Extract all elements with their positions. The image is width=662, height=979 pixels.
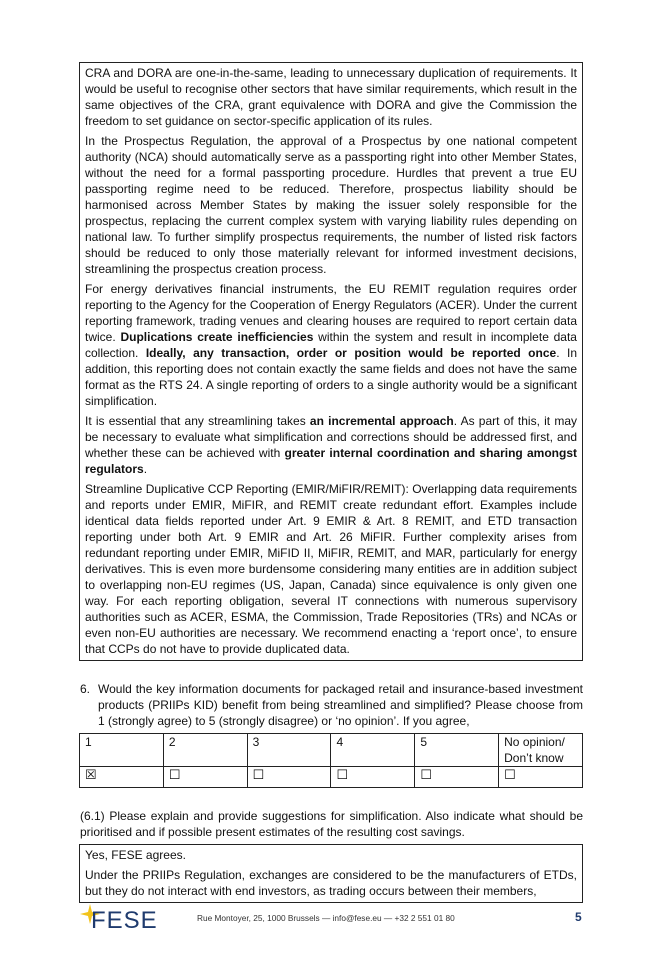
- footer: [0, 903, 662, 979]
- question-number: 6.: [80, 682, 91, 696]
- text: . In addition, this reporting does not contain exactly the same fields and does not have the same format as the RTS 24. A single reporting of orders to a single authority would be a significant simplification.: [85, 346, 577, 408]
- checkbox-5[interactable]: ☐: [415, 767, 499, 788]
- text: For energy derivatives financial instruments, the EU REMIT regulation requires order reporting to the Agency for the Cooperation of Energy Regulators (ACER). Under the current reporting framework, trading venues and clearing houses are required to report certain data twice.: [85, 282, 577, 344]
- question-6-1: (6.1) Please explain and provide suggestions for simplification. Also indicate what should be prioritised and if possible present estimates of the resulting cost savings.: [80, 809, 583, 839]
- paragraph-remit: [85, 281, 577, 409]
- logo-text: FESE: [91, 907, 158, 934]
- text: . As part of this, it may be necessary to evaluate what simplification and corrections should be addressed first, and whether these can be achieved with: [85, 414, 577, 460]
- checkbox-2[interactable]: ☐: [163, 767, 247, 788]
- option-label: 2: [163, 734, 247, 767]
- question-text: Would the key information documents for packaged retail and insurance-based investment products (PRIIPs KID) benefit from being streamlined and simplified? Please choose from 1 (strongly agree) to 5 (strongly disagree) or ‘no opinion’. If you agree,: [98, 682, 583, 728]
- checkbox-3[interactable]: ☐: [247, 767, 331, 788]
- checkbox-1[interactable]: ☒: [80, 767, 164, 788]
- bold-text: Duplications create inefficiencies: [120, 330, 314, 344]
- option-label: 4: [331, 734, 415, 767]
- bold-text: an incremental approach: [309, 414, 454, 428]
- paragraph-prospectus: In the Prospectus Regulation, the approval of a Prospectus by one national competent authority (NCA) should automatically serve as a passporting right into other Member States, without the need for a formal passporting procedure. Hurdles that prevent a true EU passporting regime need to be reduced. Therefore, prospectus liability should be harmonised across Member States by making the issuer solely responsible for the prospectus, replacing the current complex system with varying liability rules depending on national law. To further simplify prospectus requirements, the number of listed risk factors should be reduced to only those materially relevant for informed investment decisions, streamlining the prospectus creation process.: [85, 134, 577, 276]
- footer-address: Rue Montoyer, 25, 1000 Brussels — info@fese.eu — +32 2 551 01 80: [197, 913, 455, 923]
- answer-text: Yes, FESE agrees.: [85, 848, 186, 862]
- option-label: No opinion/ Don’t know: [499, 734, 583, 767]
- option-label: 1: [80, 734, 164, 767]
- paragraph-cra-dora: CRA and DORA are one-in-the-same, leading to unnecessary duplication of requirements. It would be useful to recognise other sectors that have similar requirements, which result in the same objectives of the CRA, grant equivalence with DORA and give the Commission the freedom to set guidance on sector-specific application of its rules.: [85, 66, 577, 128]
- fese-logo: [79, 903, 161, 935]
- answer-box-6-1: [79, 844, 583, 903]
- text: .: [143, 462, 148, 476]
- checkbox-4[interactable]: ☐: [331, 767, 415, 788]
- text: It is essential that any streamlining takes: [85, 414, 310, 428]
- answer-box-5: [79, 62, 583, 661]
- option-label: 3: [247, 734, 331, 767]
- page-number: 5: [575, 910, 582, 924]
- question-6: [80, 681, 583, 729]
- checkbox-no-opinion[interactable]: ☐: [499, 767, 583, 788]
- answer-text: Under the PRIIPs Regulation, exchanges are considered to be the manufacturers of ETDs, but they do not interact with end investors, as trading occurs between their members,: [85, 868, 577, 898]
- bold-text: Ideally, any transaction, order or position would be reported once: [145, 346, 557, 360]
- bold-text: greater internal coordination and sharing amongst regulators: [85, 446, 577, 476]
- option-label: 5: [415, 734, 499, 767]
- paragraph-ccp-reporting: Streamline Duplicative CCP Reporting (EMIR/MiFIR/REMIT): Overlapping data requirements and reports under EMIR, MiFIR, and REMIT create redundant effort. Examples include identical data fields reported under Art. 9 EMIR & Art. 8 REMIT, and ETD transaction reporting under both Art. 9 EMIR and Art. 26 MiFIR. Further complexity arises from redundant reporting under EMIR, MiFID II, MiFIR, REMIT, and MAR, particularly for energy derivatives. This is even more burdensome considering many entities are in addition subject to overlapping non-EU regimes (US, Japan, Canada) since equivalence is only given one way. For each reporting obligation, several IT connections with numerous supervisory authorities such as ACER, ESMA, the Commission, Trade Repositories (TRs) and NCAs or even non-EU authorities are necessary. We recommend enacting a ‘report once’, to ensure that CCPs do not have to provide duplicated data.: [85, 482, 577, 656]
- paragraph-incremental: [85, 413, 577, 477]
- rating-table: [79, 733, 583, 788]
- text: within the system and result in incomplete data collection.: [85, 330, 577, 360]
